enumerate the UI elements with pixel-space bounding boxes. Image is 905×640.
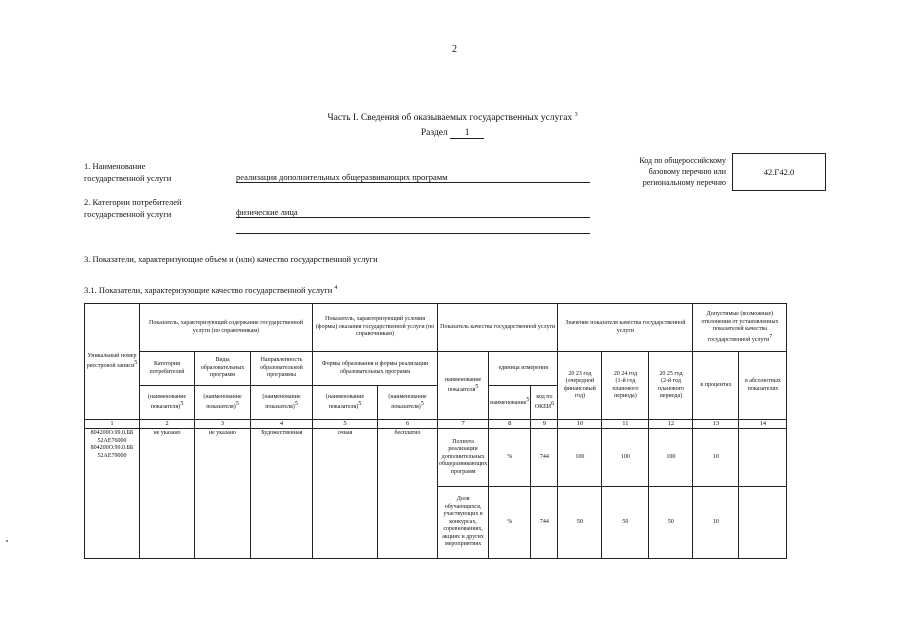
header-program-direction: Направленность образовательной программы	[251, 352, 313, 386]
deviation-absolute-cell	[739, 429, 787, 487]
registry-number-cell	[85, 429, 140, 559]
registry-number: 52АЕ76000	[97, 437, 127, 444]
column-number: 2	[140, 420, 195, 429]
value-year2-cell: 100	[602, 429, 649, 487]
column-number: 7	[438, 420, 489, 429]
header-in-absolute: в абсолютных показателях	[739, 352, 787, 420]
header-program-kinds: Виды образовательных программ	[195, 352, 251, 386]
subname-text: (наименование показателя)	[147, 393, 187, 410]
header-year-1	[558, 352, 602, 420]
column-number: 3	[195, 420, 251, 429]
code-label-line2: базовому перечню или	[648, 167, 726, 176]
column-number: 10	[558, 420, 602, 429]
consumer-category-label-line1: 2. Категории потребителей	[84, 197, 182, 207]
header-year-1-note: (очередной финансовый год)	[563, 378, 596, 399]
header-year-2-note: (1-й год планового периода)	[612, 378, 639, 399]
subname-sup: 5	[358, 401, 362, 407]
header-allowed-deviations-sup: 7	[769, 333, 773, 340]
section3-heading: 3. Показатели, характеризующие объем и (или) качество государственной услуги	[84, 254, 378, 264]
header-subname-6	[378, 386, 438, 420]
category-cell: не указано	[140, 429, 195, 559]
service-name-value: реализация дополнительных общеразвивающих программ	[236, 172, 590, 183]
section31-footnote: 4	[334, 285, 338, 292]
direction-cell: Художественная	[251, 429, 313, 559]
column-number: 5	[313, 420, 378, 429]
part-title-text: Часть I. Сведения об оказываемых государственных услугах	[327, 113, 573, 124]
header-quality-values: Значение показателя качества государственной услуги	[558, 304, 693, 352]
subname-sup: 5	[294, 401, 298, 407]
payment-form-cell: бесплатно	[378, 429, 438, 559]
header-year-3-note: (2-й год планового периода)	[657, 378, 685, 399]
header-unit-name	[489, 386, 531, 420]
column-number: 6	[378, 420, 438, 429]
header-education-forms: Формы образования и формы реализации образовательных программ	[313, 352, 438, 386]
header-year-3-label: 20 25 год	[659, 370, 683, 377]
service-name-label-line2: государственной услуги	[84, 173, 172, 183]
subname-sup: 5	[180, 401, 184, 407]
code-label-line1: Код по общероссийскому	[639, 156, 726, 165]
header-content-indicator: Показатель, характеризующий содержание государственной услуги (по справочникам)	[140, 304, 313, 352]
header-indicator-name	[438, 352, 489, 420]
deviation-percent-cell: 10	[693, 429, 739, 487]
scan-speck	[6, 540, 8, 542]
subname-text: (наименование показателя)	[262, 393, 301, 410]
column-number: 14	[739, 420, 787, 429]
service-name-label-line1: 1. Наименование	[84, 161, 146, 171]
okei-cell: 744	[531, 487, 558, 559]
unit-name-text: наименование	[490, 400, 527, 407]
column-number: 8	[489, 420, 531, 429]
header-unit: единица измерения	[489, 352, 558, 386]
header-category: Категория потребителей	[140, 352, 195, 386]
basic-list-code-box	[732, 153, 826, 191]
unit-name-sup: 5	[526, 397, 530, 404]
indicator-name-cell: Полнота реализации дополнительных общеразвивающих программ	[438, 429, 489, 487]
value-year2-cell: 50	[602, 487, 649, 559]
column-number: 1	[85, 420, 140, 429]
part-title	[0, 112, 905, 123]
value-year3-cell: 100	[649, 429, 693, 487]
header-year-3	[649, 352, 693, 420]
header-in-percent: в процентах	[693, 352, 739, 420]
header-year-2	[602, 352, 649, 420]
consumer-category-label	[84, 196, 182, 220]
service-name-label	[84, 160, 171, 184]
page-number: 2	[452, 44, 457, 55]
header-subname-3	[195, 386, 251, 420]
value-year1-cell: 100	[558, 429, 602, 487]
header-subname-4	[251, 386, 313, 420]
okei-cell: 744	[531, 429, 558, 487]
okei-code-text: код по ОКЕИ	[534, 393, 553, 410]
registry-number: 804200О.99.0.ББ	[90, 430, 134, 436]
section-number: 1	[450, 128, 484, 139]
header-year-1-label: 20 23 год	[568, 370, 592, 377]
header-subname-5	[313, 386, 378, 420]
deviation-percent-cell: 10	[693, 487, 739, 559]
header-year-2-label: 20 24 год	[613, 370, 638, 377]
header-unique-number-text: Уникальный номер реестровой записи	[86, 352, 137, 369]
header-indicator-name-sup: 5	[475, 384, 479, 390]
okei-code-sup: 6	[551, 401, 555, 407]
section-heading	[0, 128, 905, 139]
section31-text: 3.1. Показатели, характеризующие качество государственной услуги	[84, 285, 333, 295]
blank-underline	[236, 233, 590, 234]
code-label-line3: региональному перечню	[642, 178, 726, 187]
column-number: 4	[251, 420, 313, 429]
part-title-footnote: 3	[574, 112, 578, 118]
column-number: 11	[602, 420, 649, 429]
quality-indicators-table	[84, 303, 787, 559]
column-number: 12	[649, 420, 693, 429]
table-row	[85, 429, 787, 487]
indicator-name-cell: Доля обучающихся, участвующих в конкурсах, соревнованиях, акциях и других мероприятиях	[438, 487, 489, 559]
consumer-category-label-line2: государственной услуги	[84, 209, 172, 219]
header-allowed-deviations-text: Допустимые (возможные) отклонения от установленных показателей качества государственной услуги	[701, 311, 779, 343]
header-quality-indicator: Показатель качества государственной услуги	[438, 304, 558, 352]
column-number: 13	[693, 420, 739, 429]
basic-list-code-label	[596, 155, 726, 188]
section-label: Раздел	[420, 128, 448, 138]
column-number: 9	[531, 420, 558, 429]
consumer-category-value: физические лица	[236, 207, 590, 218]
header-conditions-indicator: Показатель, характеризующий условия (формы) оказания государственной услуги (по справочникам)	[313, 304, 438, 352]
program-kind-cell: не указано	[195, 429, 251, 559]
subname-text: (наименование показателя)	[325, 393, 365, 410]
header-unique-number	[85, 304, 140, 420]
unit-cell: %	[489, 429, 531, 487]
subname-text: (наименование показателя)	[203, 393, 242, 410]
unit-cell: %	[489, 487, 531, 559]
value-year3-cell: 50	[649, 487, 693, 559]
header-unique-number-sup: 5	[134, 360, 138, 366]
subname-sup: 5	[235, 401, 239, 407]
education-form-cell: очная	[313, 429, 378, 559]
basic-list-code-value: 42.Г42.0	[763, 167, 795, 177]
header-okei-code	[531, 386, 558, 420]
value-year1-cell: 50	[558, 487, 602, 559]
subname-text: (наименование показателя)	[388, 393, 427, 410]
section31-heading	[84, 285, 337, 295]
deviation-absolute-cell	[739, 487, 787, 559]
header-allowed-deviations	[693, 304, 787, 352]
subname-sup: 5	[420, 401, 424, 407]
header-subname-2	[140, 386, 195, 420]
registry-number: 804200О.99.0.ББ	[90, 445, 134, 451]
header-indicator-name-text: наименование показателя	[444, 376, 482, 393]
registry-number: 52АЕ79000	[97, 452, 127, 459]
